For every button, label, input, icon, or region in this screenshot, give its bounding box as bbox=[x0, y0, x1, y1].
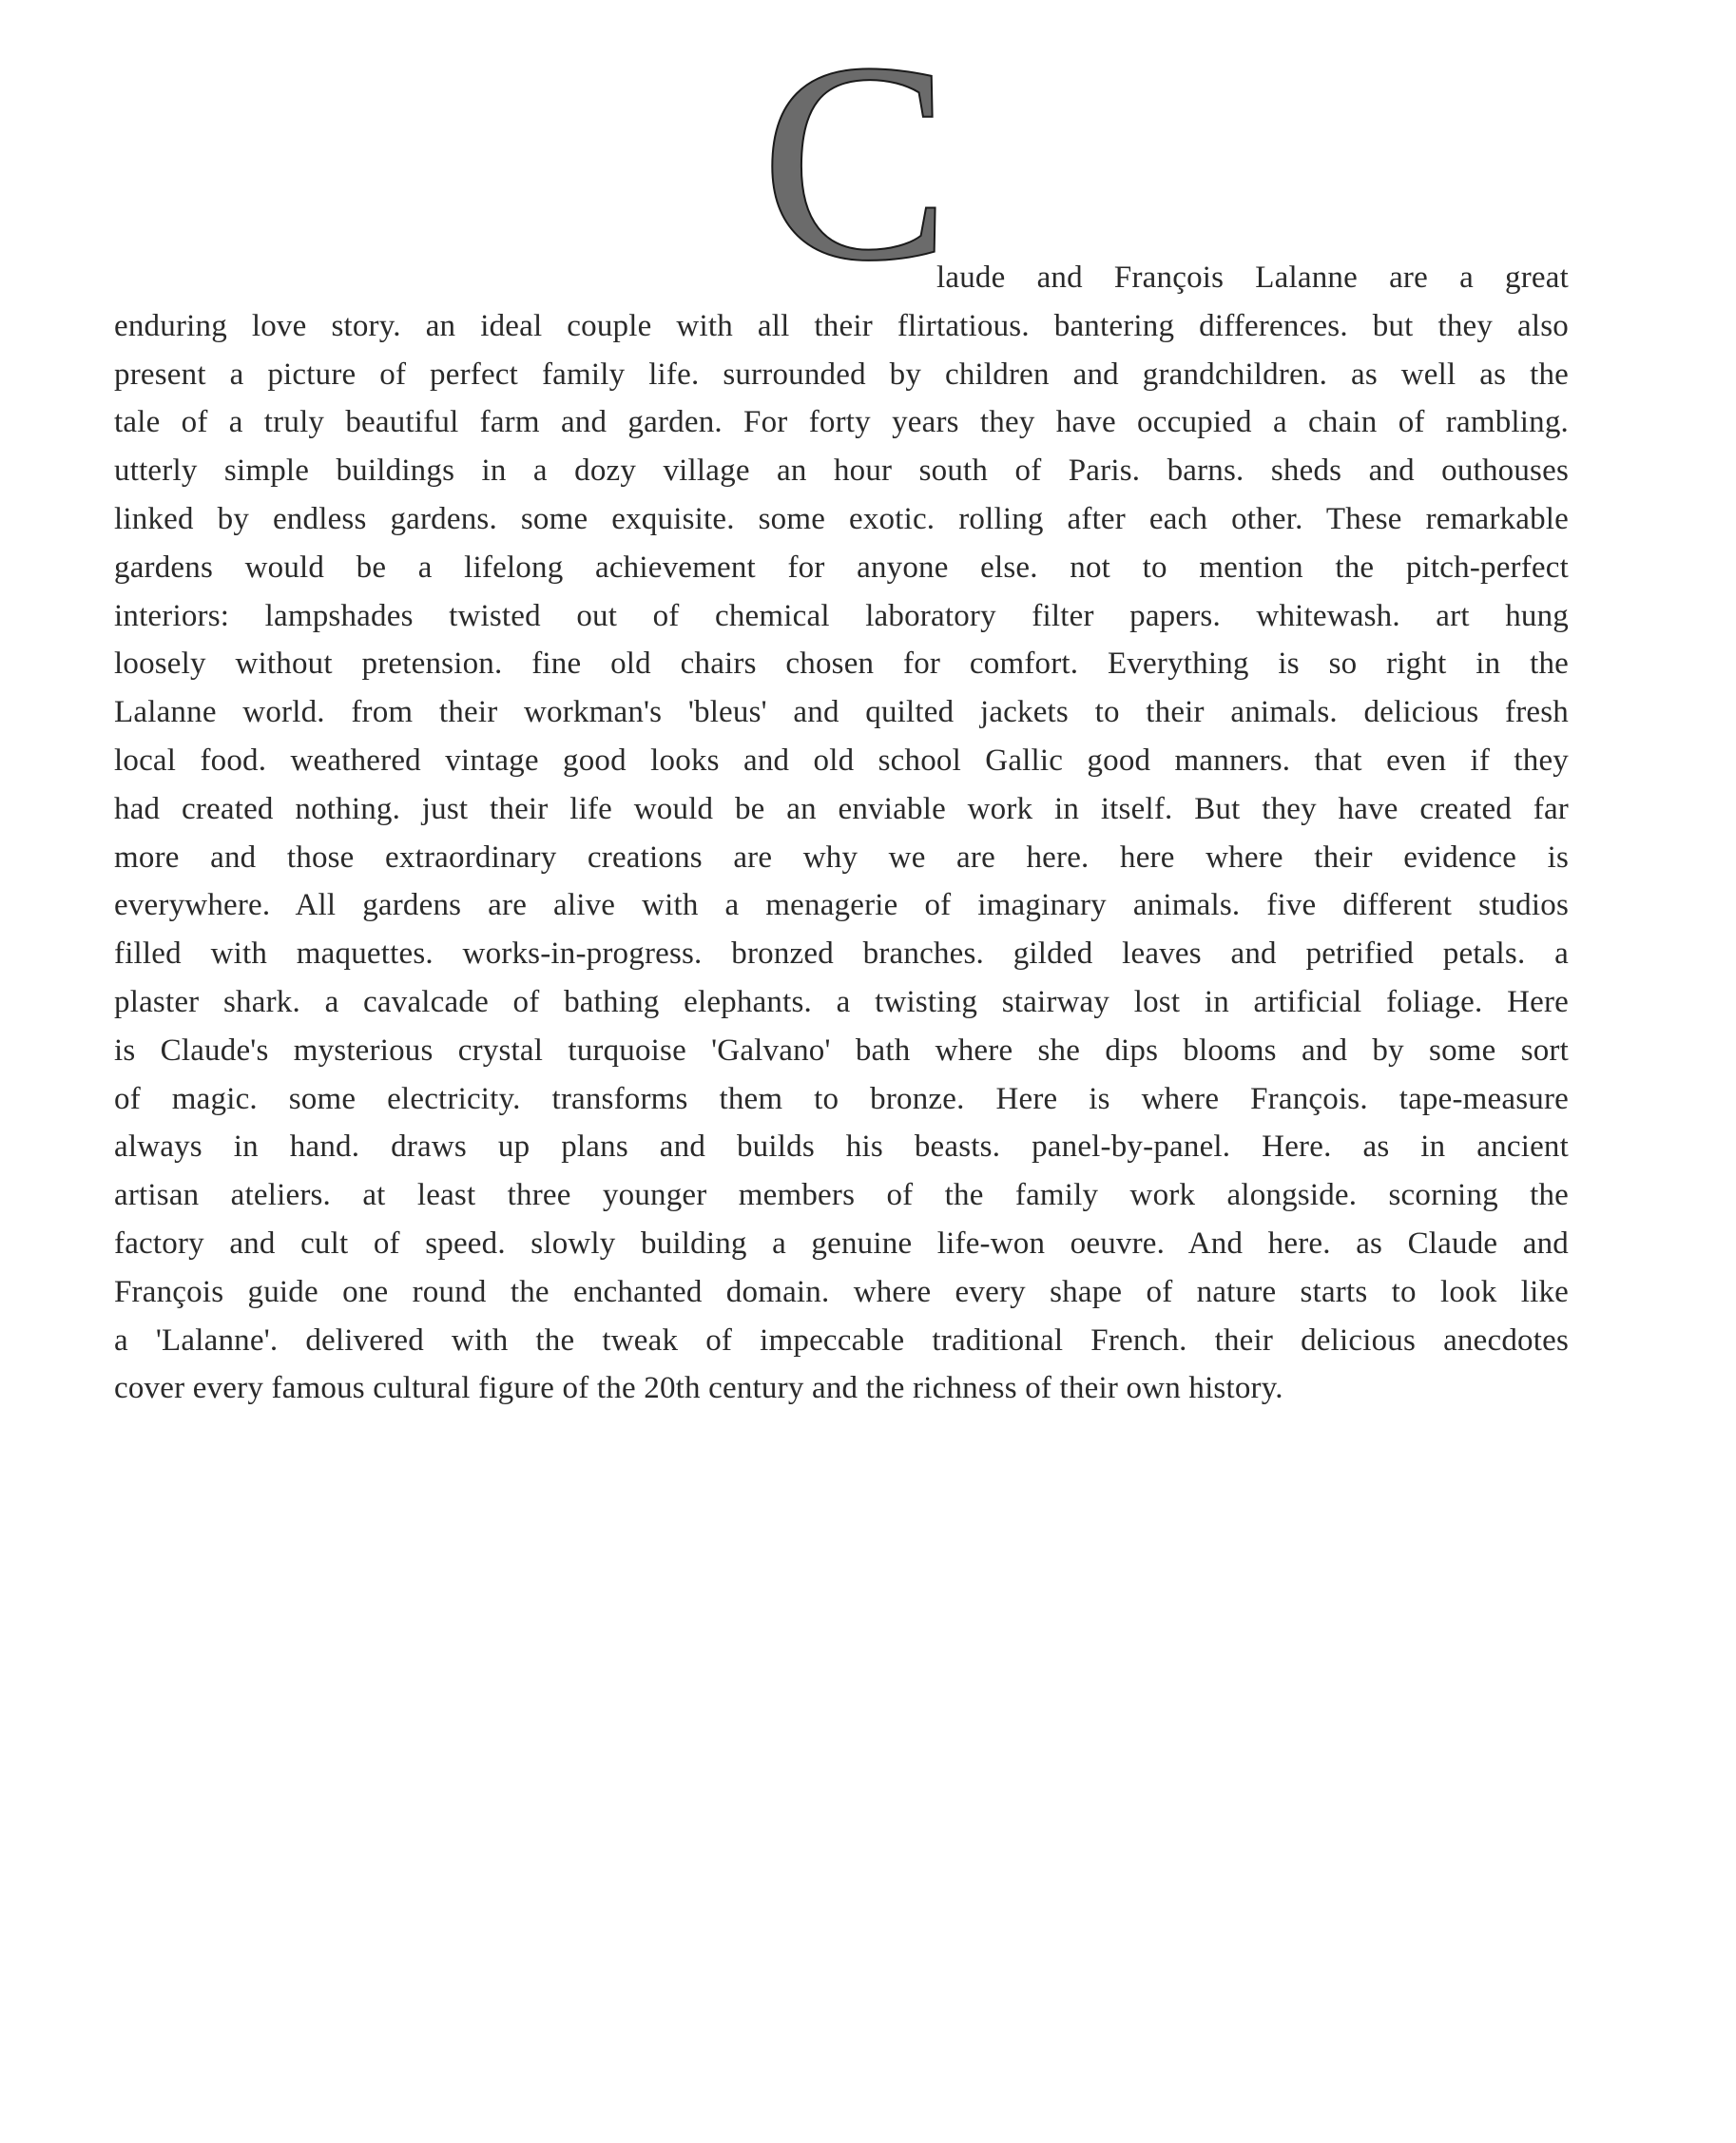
body-text-line: filled with maquettes. works-in-progress. bronzed branches. gilded leaves and petrified petals. a bbox=[114, 936, 1569, 972]
body-text-line: cover every famous cultural figure of the 20th century and the richness of their own history. bbox=[114, 1371, 1283, 1406]
body-text-line: artisan ateliers. at least three younger members of the family work alongside. scorning the bbox=[114, 1178, 1569, 1213]
body-text-line: of magic. some electricity. transforms them to bronze. Here is where François. tape-measure bbox=[114, 1081, 1569, 1116]
body-text-line: local food. weathered vintage good looks and old school Gallic good manners. that even if they bbox=[114, 743, 1569, 778]
body-text-line: tale of a truly beautiful farm and garden. For forty years they have occupied a chain of rambling. bbox=[114, 405, 1569, 440]
body-text-line: François guide one round the enchanted domain. where every shape of nature starts to look like bbox=[114, 1274, 1569, 1309]
drop-cap-letter: C bbox=[761, 4, 952, 319]
body-text-line: always in hand. draws up plans and builds his beasts. panel-by-panel. Here. as in ancient bbox=[114, 1129, 1569, 1165]
body-text-line: everywhere. All gardens are alive with a menagerie of imaginary animals. five different studios bbox=[114, 888, 1569, 923]
body-text-line: had created nothing. just their life would be an enviable work in itself. But they have created far bbox=[114, 791, 1569, 826]
body-text-line: loosely without pretension. fine old chairs chosen for comfort. Everything is so right in the bbox=[114, 647, 1569, 682]
body-text-line: plaster shark. a cavalcade of bathing elephants. a twisting stairway lost in artificial foliage. Here bbox=[114, 985, 1569, 1019]
body-text-line: present a picture of perfect family life. surrounded by children and grandchildren. as well as the bbox=[114, 357, 1569, 392]
body-text-line: a 'Lalanne'. delivered with the tweak of impeccable traditional French. their delicious anecdotes bbox=[114, 1322, 1569, 1358]
body-text-line: is Claude's mysterious crystal turquoise 'Galvano' bath where she dips blooms and by some sort bbox=[114, 1033, 1569, 1068]
body-text-line: more and those extraordinary creations are why we are here. here where their evidence is bbox=[114, 840, 1569, 875]
body-text-line: Lalanne world. from their workman's 'bleus' and quilted jackets to their animals. delicious fresh bbox=[114, 695, 1569, 730]
body-text-line: interiors: lampshades twisted out of chemical laboratory filter papers. whitewash. art hung bbox=[114, 598, 1569, 633]
body-text-line: factory and cult of speed. slowly building a genuine life-won oeuvre. And here. as Claude and bbox=[114, 1226, 1569, 1261]
body-text-line: enduring love story. an ideal couple with all their flirtatious. bantering differences. but they also bbox=[114, 308, 1569, 343]
body-text-line: gardens would be a lifelong achievement for anyone else. not to mention the pitch-perfect bbox=[114, 550, 1569, 585]
body-text-line: laude and François Lalanne are a great bbox=[936, 261, 1569, 295]
body-text-line: linked by endless gardens. some exquisite. some exotic. rolling after each other. These remarkable bbox=[114, 502, 1569, 536]
body-text-line: utterly simple buildings in a dozy village an hour south of Paris. barns. sheds and outhouses bbox=[114, 454, 1569, 489]
